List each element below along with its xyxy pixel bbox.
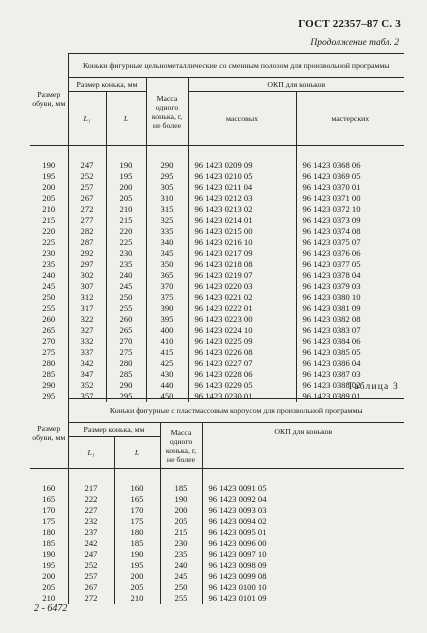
table-cell: 410 bbox=[146, 336, 188, 347]
table-cell: 240 bbox=[160, 560, 202, 571]
table-cell: 322 bbox=[68, 314, 106, 325]
table-cell: 185 bbox=[42, 538, 56, 548]
table-cell: 317 bbox=[68, 303, 106, 314]
table-cell: 96 1423 0389 01 bbox=[296, 391, 404, 402]
table-cell: 190 bbox=[42, 549, 56, 559]
table-cell: 280 bbox=[42, 358, 56, 368]
table-row bbox=[30, 549, 404, 560]
table-cell: 340 bbox=[146, 237, 188, 248]
table-cell: 205 bbox=[114, 582, 160, 593]
table-cell: 290 bbox=[42, 380, 56, 390]
table-cell: 96 1423 0213 02 bbox=[188, 204, 296, 215]
table-cell: 175 bbox=[114, 516, 160, 527]
table-cell: 96 1423 0376 06 bbox=[296, 248, 404, 259]
table-cell: 96 1423 0222 01 bbox=[188, 303, 296, 314]
table-row bbox=[30, 336, 404, 347]
table-cell: 375 bbox=[146, 292, 188, 303]
table-cell: 325 bbox=[146, 215, 188, 226]
table-cell: 96 1423 0223 00 bbox=[188, 314, 296, 325]
table-cell: 96 1423 0209 09 bbox=[188, 160, 296, 171]
col-okp-craft: мастерских bbox=[296, 92, 404, 146]
table-cell: 225 bbox=[42, 237, 56, 247]
table-cell: 96 1423 0096 00 bbox=[202, 538, 404, 549]
table-cell: 210 bbox=[42, 204, 56, 214]
table-cell: 96 1423 0384 06 bbox=[296, 336, 404, 347]
table-row bbox=[30, 182, 404, 193]
col-l: L bbox=[114, 437, 160, 469]
table-cell: 170 bbox=[114, 505, 160, 516]
table-cell: 96 1423 0098 09 bbox=[202, 560, 404, 571]
table-cell: 310 bbox=[146, 193, 188, 204]
table-cell: 240 bbox=[106, 270, 146, 281]
table-cell: 257 bbox=[68, 571, 114, 582]
table-cell: 96 1423 0230 01 bbox=[188, 391, 296, 402]
table-cell: 205 bbox=[106, 193, 146, 204]
table-cell: 165 bbox=[42, 494, 56, 504]
table-cell: 96 1423 0374 08 bbox=[296, 226, 404, 237]
table-cell: 257 bbox=[68, 182, 106, 193]
table-row bbox=[30, 505, 404, 516]
col-okp: ОКП для коньков bbox=[188, 78, 404, 92]
table-cell: 230 bbox=[42, 248, 56, 258]
table-cell: 96 1423 0094 02 bbox=[202, 516, 404, 527]
table-cell: 350 bbox=[146, 259, 188, 270]
table-cell: 205 bbox=[42, 582, 56, 592]
table-cell: 245 bbox=[160, 571, 202, 582]
table-cell: 96 1423 0380 10 bbox=[296, 292, 404, 303]
table-cell: 96 1423 0386 04 bbox=[296, 358, 404, 369]
table-row bbox=[30, 270, 404, 281]
table-cell: 96 1423 0221 02 bbox=[188, 292, 296, 303]
table-cell: 225 bbox=[106, 237, 146, 248]
table-cell: 185 bbox=[160, 483, 202, 494]
table-row bbox=[30, 483, 404, 494]
table-cell: 96 1423 0099 08 bbox=[202, 571, 404, 582]
col-shoe-size: Размер обуви, мм bbox=[30, 399, 68, 469]
continuation-label: Продолжение табл. 2 bbox=[310, 38, 399, 48]
table-cell: 270 bbox=[106, 336, 146, 347]
table-cell: 327 bbox=[68, 325, 106, 336]
table-row bbox=[30, 494, 404, 505]
col-okp-mass: массовых bbox=[188, 92, 296, 146]
table-cell: 295 bbox=[106, 391, 146, 402]
table-cell: 302 bbox=[68, 270, 106, 281]
table-cell: 250 bbox=[106, 292, 146, 303]
table-cell: 400 bbox=[146, 325, 188, 336]
table-cell: 96 1423 0385 05 bbox=[296, 347, 404, 358]
table-row bbox=[30, 281, 404, 292]
table-cell: 307 bbox=[68, 281, 106, 292]
table-cell: 342 bbox=[68, 358, 106, 369]
table-cell: 265 bbox=[106, 325, 146, 336]
table-cell: 96 1423 0369 05 bbox=[296, 171, 404, 182]
table-cell: 315 bbox=[146, 204, 188, 215]
table-3 bbox=[30, 398, 404, 604]
table-cell: 395 bbox=[146, 314, 188, 325]
table-cell: 272 bbox=[68, 593, 114, 604]
standard-header: ГОСТ 22357–87 С. 3 bbox=[298, 18, 401, 30]
table-cell: 250 bbox=[160, 582, 202, 593]
col-l1: L₁ bbox=[68, 437, 114, 469]
table-cell: 96 1423 0093 03 bbox=[202, 505, 404, 516]
col-okp: ОКП для коньков bbox=[202, 423, 404, 469]
table-cell: 215 bbox=[160, 527, 202, 538]
table-cell: 200 bbox=[42, 182, 56, 192]
table-cell: 232 bbox=[68, 516, 114, 527]
table-cell: 312 bbox=[68, 292, 106, 303]
table-cell: 195 bbox=[42, 560, 56, 570]
table-row bbox=[30, 259, 404, 270]
table-cell: 200 bbox=[160, 505, 202, 516]
table-cell: 337 bbox=[68, 347, 106, 358]
table-cell: 96 1423 0371 00 bbox=[296, 193, 404, 204]
table-cell: 190 bbox=[42, 160, 56, 170]
table-cell: 96 1423 0377 05 bbox=[296, 259, 404, 270]
table-cell: 96 1423 0101 09 bbox=[202, 593, 404, 604]
table-row bbox=[30, 516, 404, 527]
table-cell: 425 bbox=[146, 358, 188, 369]
table-cell: 96 1423 0212 03 bbox=[188, 193, 296, 204]
table-row bbox=[30, 593, 404, 604]
table-cell: 227 bbox=[68, 505, 114, 516]
table-cell: 267 bbox=[68, 193, 106, 204]
table-cell: 195 bbox=[106, 171, 146, 182]
table-cell: 332 bbox=[68, 336, 106, 347]
table-cell: 96 1423 0219 07 bbox=[188, 270, 296, 281]
table-cell: 96 1423 0229 05 bbox=[188, 380, 296, 391]
table-cell: 96 1423 0217 09 bbox=[188, 248, 296, 259]
table-cell: 365 bbox=[146, 270, 188, 281]
table-row bbox=[30, 571, 404, 582]
table-cell: 210 bbox=[106, 204, 146, 215]
table-row bbox=[30, 292, 404, 303]
table-cell: 247 bbox=[68, 549, 114, 560]
table-row bbox=[30, 369, 404, 380]
table-row bbox=[30, 560, 404, 571]
table-cell: 215 bbox=[106, 215, 146, 226]
table-cell: 255 bbox=[160, 593, 202, 604]
table-cell: 96 1423 0373 09 bbox=[296, 215, 404, 226]
col-skate-size: Размер конька, мм bbox=[68, 78, 146, 92]
table-row bbox=[30, 325, 404, 336]
table-cell: 275 bbox=[106, 347, 146, 358]
table-cell: 215 bbox=[42, 215, 56, 225]
table-cell: 96 1423 0095 01 bbox=[202, 527, 404, 538]
table-cell: 96 1423 0372 10 bbox=[296, 204, 404, 215]
table-cell: 260 bbox=[106, 314, 146, 325]
table-cell: 205 bbox=[42, 193, 56, 203]
table-cell: 292 bbox=[68, 248, 106, 259]
table-cell: 195 bbox=[42, 171, 56, 181]
col-l1: L₁ bbox=[68, 92, 106, 146]
col-mass: Масса одного конька, г, не более bbox=[146, 78, 188, 146]
table-cell: 357 bbox=[68, 391, 106, 402]
table-row bbox=[30, 171, 404, 182]
table-cell: 96 1423 0215 00 bbox=[188, 226, 296, 237]
table-cell: 190 bbox=[106, 160, 146, 171]
table-cell: 96 1423 0210 05 bbox=[188, 171, 296, 182]
table-cell: 96 1423 0379 03 bbox=[296, 281, 404, 292]
table-cell: 277 bbox=[68, 215, 106, 226]
table-cell: 96 1423 0387 03 bbox=[296, 369, 404, 380]
table-cell: 96 1423 0368 06 bbox=[296, 160, 404, 171]
table-cell: 242 bbox=[68, 538, 114, 549]
table-cell: 335 bbox=[146, 226, 188, 237]
table-row bbox=[30, 160, 404, 171]
table-cell: 180 bbox=[42, 527, 56, 537]
table-cell: 245 bbox=[42, 281, 56, 291]
table-cell: 220 bbox=[42, 226, 56, 236]
table-cell: 285 bbox=[106, 369, 146, 380]
group-title: Коньки фигурные с пластмассовым корпусом для произвольной программы bbox=[68, 399, 404, 423]
table-row bbox=[30, 538, 404, 549]
table-cell: 272 bbox=[68, 204, 106, 215]
table-cell: 345 bbox=[146, 248, 188, 259]
table-cell: 96 1423 0097 10 bbox=[202, 549, 404, 560]
table-cell: 96 1423 0378 04 bbox=[296, 270, 404, 281]
table-cell: 230 bbox=[160, 538, 202, 549]
table-cell: 217 bbox=[68, 483, 114, 494]
table-cell: 297 bbox=[68, 259, 106, 270]
table-cell: 160 bbox=[114, 483, 160, 494]
table-cell: 96 1423 0224 10 bbox=[188, 325, 296, 336]
table-cell: 96 1423 0225 09 bbox=[188, 336, 296, 347]
table-cell: 390 bbox=[146, 303, 188, 314]
table-cell: 96 1423 0092 04 bbox=[202, 494, 404, 505]
table-cell: 96 1423 0214 01 bbox=[188, 215, 296, 226]
table-cell: 285 bbox=[42, 369, 56, 379]
table-cell: 430 bbox=[146, 369, 188, 380]
table-cell: 220 bbox=[106, 226, 146, 237]
table-cell: 267 bbox=[68, 582, 114, 593]
table-row bbox=[30, 215, 404, 226]
table-row bbox=[30, 237, 404, 248]
col-mass: Масса одного конька, г, не более bbox=[160, 423, 202, 469]
table-cell: 170 bbox=[42, 505, 56, 515]
table-cell: 270 bbox=[42, 336, 56, 346]
table-row bbox=[30, 303, 404, 314]
table-cell: 190 bbox=[114, 549, 160, 560]
table-cell: 295 bbox=[42, 391, 56, 401]
table-cell: 255 bbox=[106, 303, 146, 314]
table-cell: 96 1423 0382 08 bbox=[296, 314, 404, 325]
table-row bbox=[30, 347, 404, 358]
table-cell: 96 1423 0375 07 bbox=[296, 237, 404, 248]
table-cell: 190 bbox=[160, 494, 202, 505]
table-cell: 175 bbox=[42, 516, 56, 526]
table-cell: 235 bbox=[160, 549, 202, 560]
table-cell: 245 bbox=[106, 281, 146, 292]
table-cell: 96 1423 0216 10 bbox=[188, 237, 296, 248]
table-cell: 252 bbox=[68, 171, 106, 182]
table-cell: 200 bbox=[106, 182, 146, 193]
table-cell: 440 bbox=[146, 380, 188, 391]
table-cell: 165 bbox=[114, 494, 160, 505]
table-cell: 265 bbox=[42, 325, 56, 335]
table-cell: 370 bbox=[146, 281, 188, 292]
table-row bbox=[30, 226, 404, 237]
table-cell: 282 bbox=[68, 226, 106, 237]
table-cell: 235 bbox=[106, 259, 146, 270]
table-cell: 450 bbox=[146, 391, 188, 402]
table-cell: 347 bbox=[68, 369, 106, 380]
table-cell: 295 bbox=[146, 171, 188, 182]
table-2-body bbox=[30, 146, 404, 403]
table-cell: 96 1423 0100 10 bbox=[202, 582, 404, 593]
table-cell: 200 bbox=[42, 571, 56, 581]
table-cell: 96 1423 0388 02 bbox=[296, 380, 404, 391]
table-cell: 290 bbox=[146, 160, 188, 171]
table-cell: 96 1423 0220 03 bbox=[188, 281, 296, 292]
table-2 bbox=[30, 53, 404, 402]
table-3-caption: Таблица 3 bbox=[347, 382, 399, 392]
table-cell: 96 1423 0228 06 bbox=[188, 369, 296, 380]
table-cell: 96 1423 0227 07 bbox=[188, 358, 296, 369]
col-shoe-size: Размер обуви, мм bbox=[30, 54, 68, 146]
table-cell: 96 1423 0211 04 bbox=[188, 182, 296, 193]
table-cell: 275 bbox=[42, 347, 56, 357]
table-cell: 280 bbox=[106, 358, 146, 369]
table-cell: 260 bbox=[42, 314, 56, 324]
table-row bbox=[30, 248, 404, 259]
table-row bbox=[30, 582, 404, 593]
table-cell: 205 bbox=[160, 516, 202, 527]
table-cell: 247 bbox=[68, 160, 106, 171]
table-cell: 287 bbox=[68, 237, 106, 248]
table-cell: 255 bbox=[42, 303, 56, 313]
table-cell: 290 bbox=[106, 380, 146, 391]
table-cell: 305 bbox=[146, 182, 188, 193]
table-cell: 96 1423 0381 09 bbox=[296, 303, 404, 314]
table-cell: 195 bbox=[114, 560, 160, 571]
table-row bbox=[30, 193, 404, 204]
table-cell: 160 bbox=[42, 483, 56, 493]
table-cell: 222 bbox=[68, 494, 114, 505]
table-cell: 230 bbox=[106, 248, 146, 259]
table-cell: 240 bbox=[42, 270, 56, 280]
table-cell: 352 bbox=[68, 380, 106, 391]
table-cell: 185 bbox=[114, 538, 160, 549]
col-l: L bbox=[106, 92, 146, 146]
table-cell: 96 1423 0226 08 bbox=[188, 347, 296, 358]
table-cell: 235 bbox=[42, 259, 56, 269]
table-row bbox=[30, 314, 404, 325]
table-cell: 180 bbox=[114, 527, 160, 538]
table-cell: 96 1423 0091 05 bbox=[202, 483, 404, 494]
table-cell: 415 bbox=[146, 347, 188, 358]
group-title: Коньки фигурные цельнометаллические со сменным полозом для произвольной программы bbox=[68, 54, 404, 78]
footer-mark: 2 - 6472 bbox=[34, 603, 68, 614]
table-cell: 252 bbox=[68, 560, 114, 571]
table-cell: 250 bbox=[42, 292, 56, 302]
table-3-body bbox=[30, 469, 404, 605]
table-cell: 200 bbox=[114, 571, 160, 582]
table-cell: 96 1423 0383 07 bbox=[296, 325, 404, 336]
table-cell: 96 1423 0370 01 bbox=[296, 182, 404, 193]
table-row bbox=[30, 527, 404, 538]
table-cell: 210 bbox=[114, 593, 160, 604]
table-row bbox=[30, 204, 404, 215]
col-skate-size: Размер конька, мм bbox=[68, 423, 160, 437]
table-row bbox=[30, 358, 404, 369]
table-cell: 210 bbox=[42, 593, 56, 603]
table-cell: 96 1423 0218 08 bbox=[188, 259, 296, 270]
table-cell: 237 bbox=[68, 527, 114, 538]
